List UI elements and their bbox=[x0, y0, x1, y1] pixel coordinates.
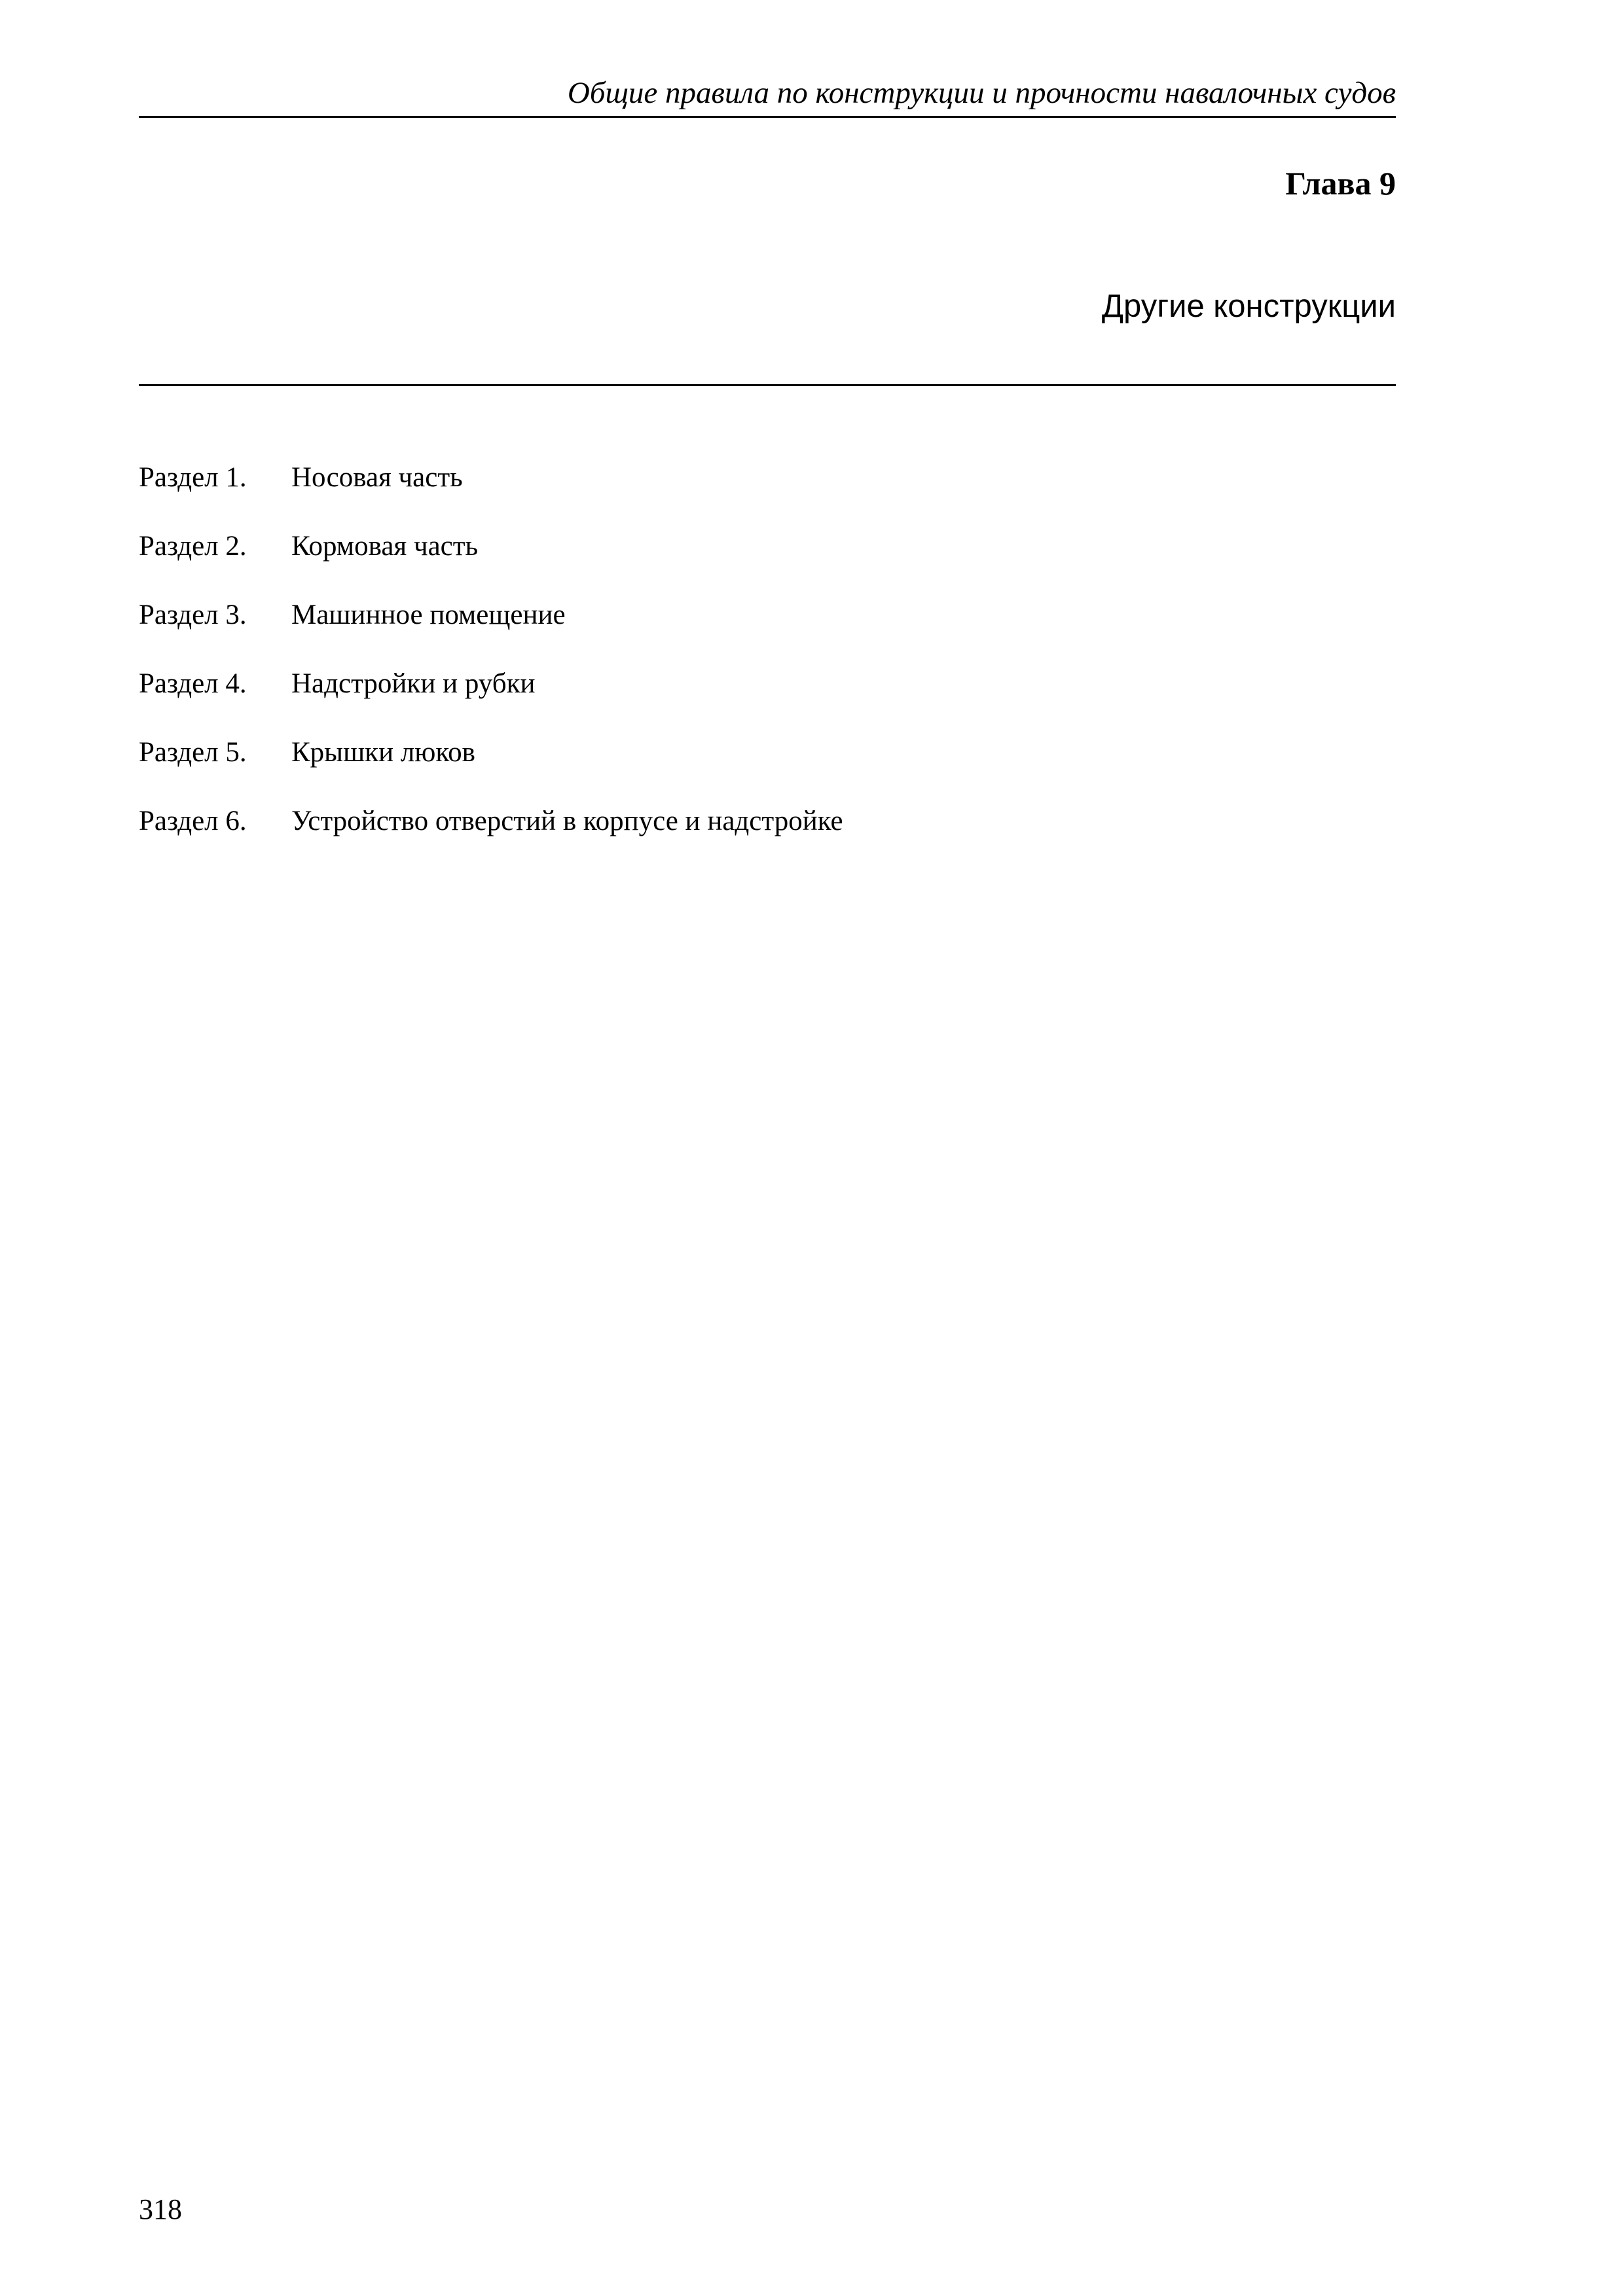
section-label: Раздел 1. bbox=[139, 462, 247, 493]
running-header: Общие правила по конструкции и прочности навалочных судов bbox=[567, 76, 1396, 110]
section-label: Раздел 6. bbox=[139, 806, 247, 836]
chapter-title: Другие конструкции bbox=[1101, 289, 1396, 324]
section-label: Раздел 3. bbox=[139, 600, 247, 630]
section-title: Устройство отверстий в корпусе и надстройке bbox=[291, 806, 843, 836]
section-label: Раздел 4. bbox=[139, 668, 247, 699]
section-label: Раздел 5. bbox=[139, 737, 247, 768]
section-title: Надстройки и рубки bbox=[291, 668, 536, 699]
section-title: Кормовая часть bbox=[291, 531, 479, 562]
chapter-number: Глава 9 bbox=[1285, 165, 1396, 202]
section-title: Носовая часть bbox=[291, 462, 463, 493]
section-title: Крышки люков bbox=[291, 737, 475, 768]
section-item-2 bbox=[139, 527, 1396, 596]
section-item-6 bbox=[139, 802, 1396, 870]
section-title: Машинное помещение bbox=[291, 600, 566, 630]
section-item-3 bbox=[139, 596, 1396, 664]
section-item-5 bbox=[139, 733, 1396, 802]
page-number: 318 bbox=[139, 2193, 182, 2225]
header-rule bbox=[139, 116, 1396, 118]
section-item-1 bbox=[139, 458, 1396, 527]
section-label: Раздел 2. bbox=[139, 531, 247, 562]
section-list bbox=[139, 458, 1396, 870]
section-item-4 bbox=[139, 664, 1396, 733]
chapter-rule bbox=[139, 384, 1396, 386]
